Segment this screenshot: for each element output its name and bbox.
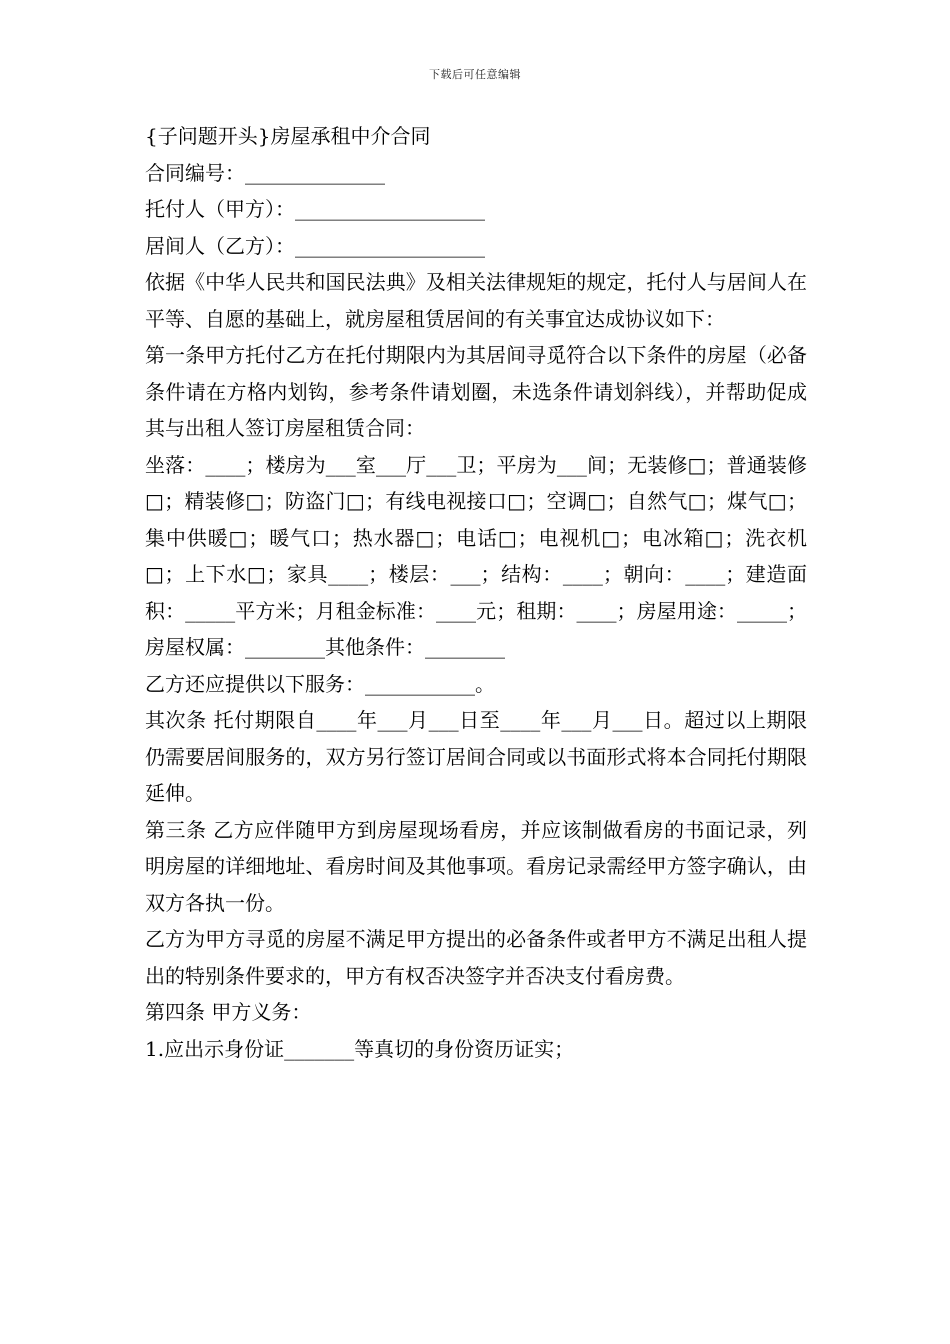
article-3-paragraph: 第三条 乙方应伴随甲方到房屋现场看房，并应该制做看房的书面记录，列明房屋的详细地址、看房时间及其他事项。看房记录需经甲方签字确认，由双方各执一份。 bbox=[145, 817, 807, 915]
page-header-note: 下载后可任意编辑 bbox=[429, 68, 521, 81]
article-1-paragraph: 第一条甲方托付乙方在托付期限内为其居间寻觅符合以下条件的房屋（必备条件请在方格内划钩，参考条件请划圈，未选条件请划斜线），并帮助促成其与出租人签订房屋租赁合同： bbox=[145, 343, 807, 440]
article-3-second-paragraph: 乙方为甲方寻觅的房屋不满足甲方提出的必备条件或者甲方不满足出租人提出的特别条件要求的，甲方有权否决签字并否决支付看房费。 bbox=[145, 927, 807, 988]
article-2-paragraph: 其次条 托付期限自____年___月___日至____年___月___日。超过以上期限仍需要居间服务的，双方另行签订居间合同或以书面形式将本合同托付期限延伸。 bbox=[145, 708, 807, 805]
house-conditions-paragraph: 坐落：____；楼房为___室___厅___卫；平房为___间；无装修□；普通装修□；精装修□；防盗门□；有线电视接口□；空调□；自然气□；煤气□；集中供暖□；暖气口；热水器□；电话□；电视机□；电冰箱□；洗衣机□；上下水□；家具____；楼层：___；结构：____；朝向：____；建造面积：_____平方米；月租金标准：____元；租期：____；房屋用途：_____；房屋权属：________其他条件：________ bbox=[145, 452, 807, 659]
party-a-line: 托付人（甲方）：___________________ bbox=[145, 197, 485, 221]
services-line: 乙方还应提供以下服务：___________。 bbox=[145, 671, 495, 696]
contract-number-line: 合同编号：______________ bbox=[145, 160, 385, 185]
contract-document bbox=[145, 118, 807, 1067]
intro-paragraph: 依据《中华人民共和国民法典》及相关法律规矩的规定，托付人与居间人在平等、自愿的基础上，就房屋租赁居间的有关事宜达成协议如下： bbox=[145, 270, 807, 331]
party-b-line: 居间人（乙方）：___________________ bbox=[145, 233, 485, 258]
article-4-item-1: 1.应出示身份证_______等真切的身份资历证实； bbox=[145, 1036, 575, 1061]
contract-title: {子问题开头}房屋承租中介合同 bbox=[145, 124, 431, 148]
article-4-heading: 第四条 甲方义务： bbox=[145, 1000, 312, 1024]
